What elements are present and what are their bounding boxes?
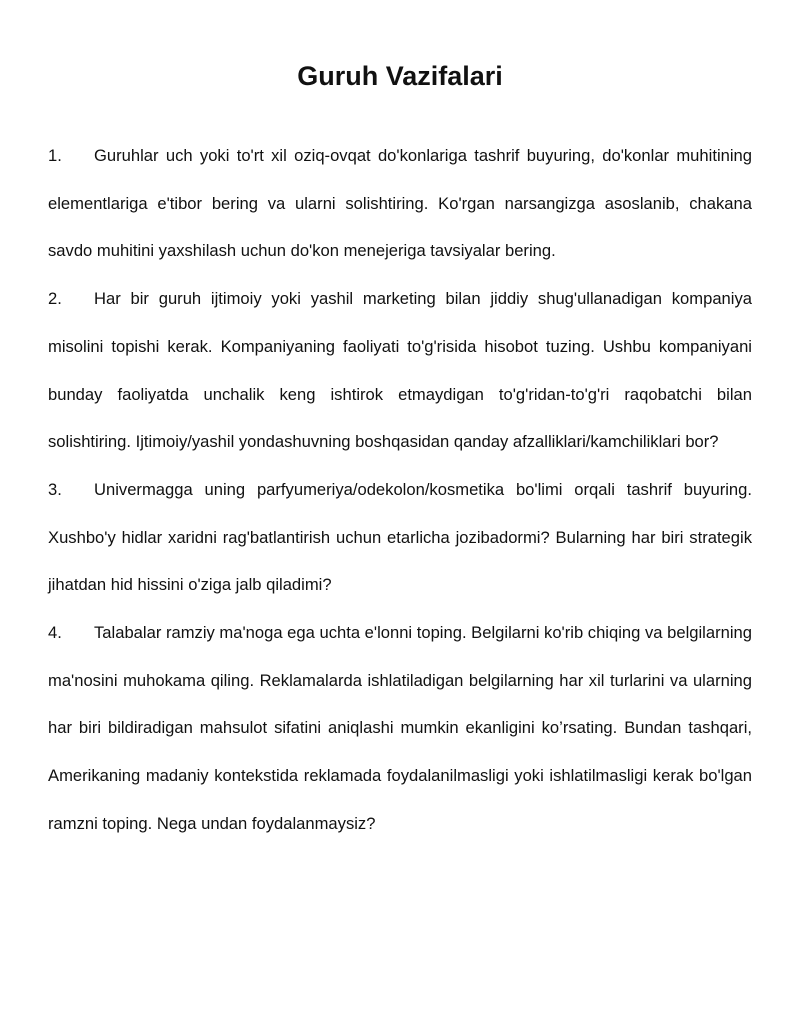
task-text: Har bir guruh ijtimoiy yoki yashil marketing bilan jiddiy shug'ullanadigan kompaniya misolini topishi kerak. Kompaniyaning faoliyati to'g'risida hisobot tuzing. Ushbu kompaniyani bunday faoliyatda unchalik keng ishtirok etmaydigan to'g'ridan-to'g'ri raqobatchi bilan solishtiring. Ijtimoiy/yashil yondashuvning boshqasidan qanday afzalliklari/kamchiliklari bor?: [48, 289, 752, 452]
document-title: Guruh Vazifalari: [297, 61, 503, 91]
task-item: [48, 275, 752, 466]
task-number: 2.: [48, 289, 62, 309]
task-text: Univermagga uning parfyumeriya/odekolon/kosmetika bo'limi orqali tashrif buyuring. Xushbo'y hidlar xaridni rag'batlantirish uchun etarlicha jozibadormi? Bularning har biri strategik jihatdan hid hissini o'ziga jalb qiladimi?: [48, 479, 752, 595]
task-item: [48, 609, 752, 848]
task-text: Talabalar ramziy ma'noga ega uchta e'lonni toping. Belgilarni ko'rib chiqing va belgilarning ma'nosini muhokama qiling. Reklamalarda ishlatiladigan belgilarning har xil turlarini va ularning har biri bildiradigan mahsulot sifatini aniqlashi mumkin ekanligini ko’rsating. Bundan tashqari, Amerikaning madaniy kontekstida reklamada foydalanilmasligi yoki ishlatilmasligi kerak bo'lgan ramzni toping. Nega undan foydalanmaysiz?: [48, 623, 752, 833]
task-list: [48, 132, 752, 848]
task-item: [48, 132, 752, 275]
task-number: 3.: [48, 479, 62, 499]
task-text: Guruhlar uch yoki to'rt xil oziq-ovqat do'konlariga tashrif buyuring, do'konlar muhitining elementlariga e'tibor bering va ularni solishtiring. Ko'rgan narsangizga asoslanib, chakana savdo muhitini yaxshilash uchun do'kon menejeriga tavsiyalar bering.: [48, 146, 752, 261]
task-number: 1.: [48, 146, 62, 165]
task-item: [48, 466, 752, 609]
task-number: 4.: [48, 623, 62, 643]
